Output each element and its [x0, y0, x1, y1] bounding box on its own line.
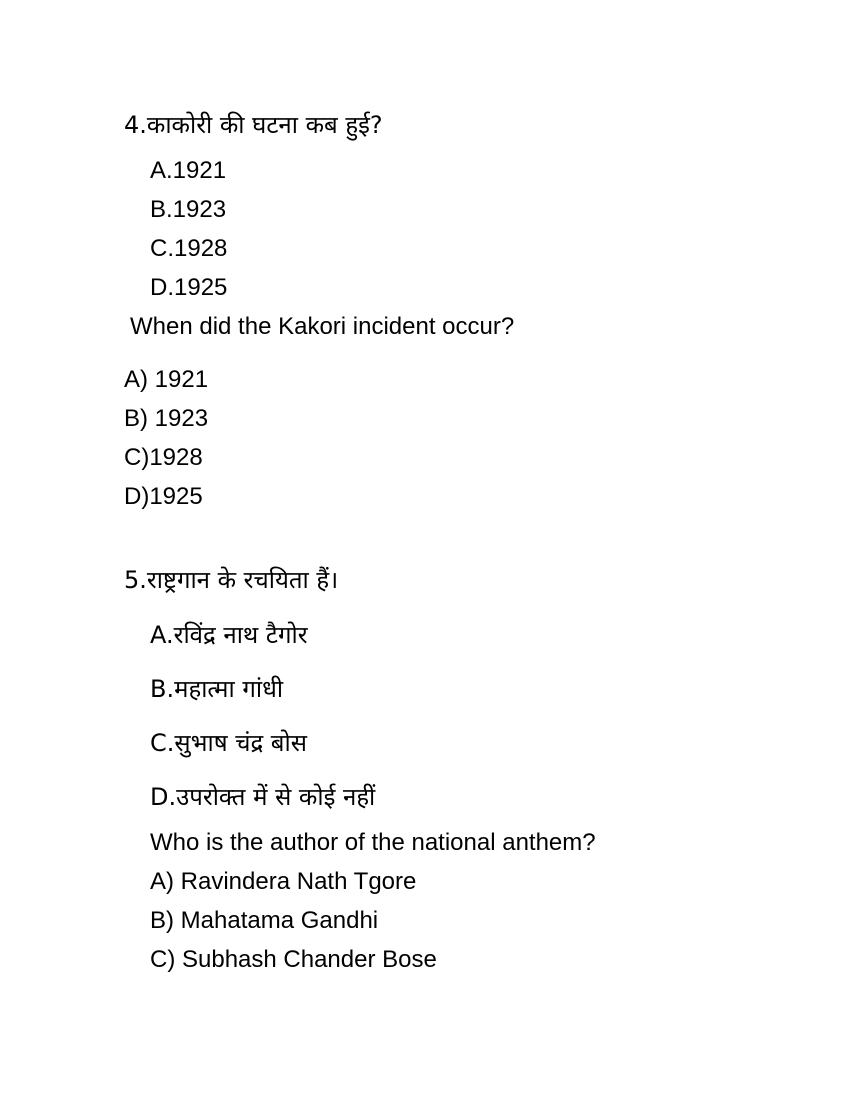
q5-english-option-b: B) Mahatama Gandhi [150, 907, 379, 934]
q5-hindi-option-c: C.सुभाष चंद्र बोस [150, 729, 307, 757]
q5-english-option-c: C) Subhash Chander Bose [150, 946, 437, 973]
q4-english-option-a: A) 1921 [124, 366, 209, 393]
q4-hindi-option-a: A.1921 [150, 157, 227, 184]
q5-hindi-question: 5.राष्ट्रगान के रचयिता हैं। [124, 566, 339, 594]
q4-english-option-c: C)1928 [124, 444, 203, 471]
q4-hindi-option-d: D.1925 [150, 274, 228, 301]
q4-hindi-question: 4.काकोरी की घटना कब हुई? [124, 111, 383, 139]
q5-hindi-option-d: D.उपरोक्त में से कोई नहीं [150, 783, 376, 811]
q4-hindi-option-c: C.1928 [150, 235, 228, 262]
q5-english-question: Who is the author of the national anthem? [150, 829, 596, 856]
q4-english-question: When did the Kakori incident occur? [130, 313, 515, 340]
q5-english-option-a: A) Ravindera Nath Tgore [150, 868, 417, 895]
q4-english-option-d: D)1925 [124, 483, 203, 510]
q4-english-option-b: B) 1923 [124, 405, 209, 432]
q5-hindi-option-a: A.रविंद्र नाथ टैगोर [150, 621, 308, 649]
q4-hindi-option-b: B.1923 [150, 196, 227, 223]
q5-hindi-option-b: B.महात्मा गांधी [150, 675, 284, 703]
